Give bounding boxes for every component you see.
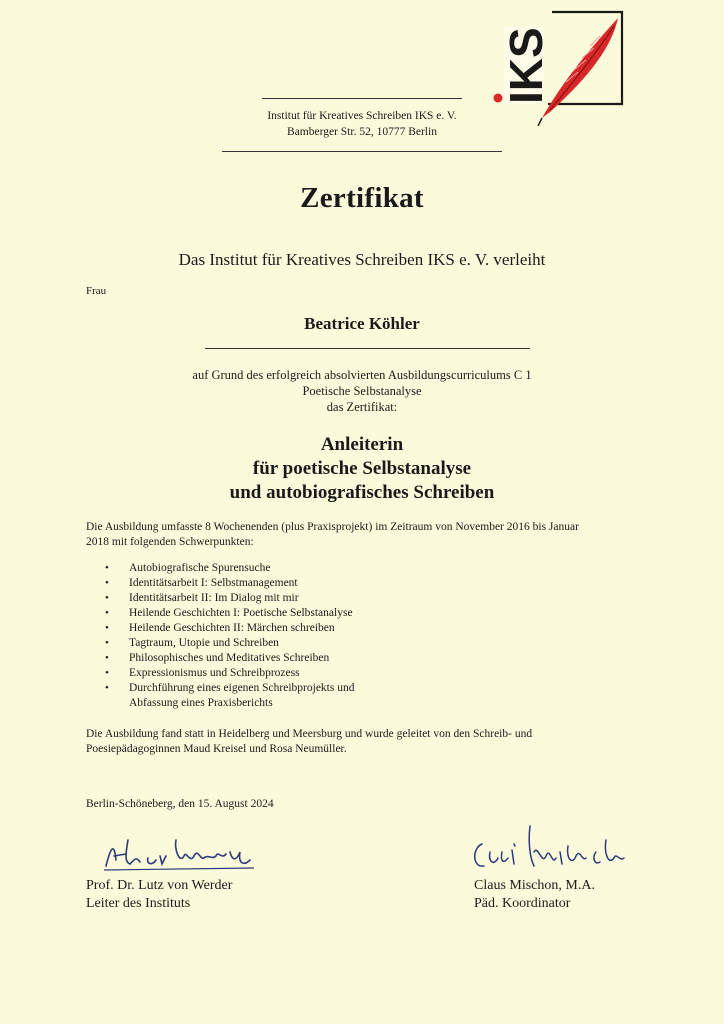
basis-line-3: das Zertifikat: — [326, 400, 398, 414]
list-item: • Tagtraum, Utopie und Schreiben — [102, 636, 354, 651]
logo-text: IKS — [500, 27, 552, 104]
list-item: • Durchführung eines eigenen Schreibprojekts und — [102, 681, 354, 696]
header-rule-top — [262, 98, 462, 99]
scope-line-2: 2018 mit folgenden Schwerpunkten: — [86, 536, 254, 548]
list-item: • Expressionismus und Schreibprozess — [102, 666, 354, 681]
recipient-name: Beatrice Köhler — [304, 314, 420, 333]
basis-line-2: Poetische Selbstanalyse — [302, 384, 422, 398]
location-line-2: Poesiepädagoginnen Maud Kreisel und Rosa Neumüller. — [86, 743, 347, 755]
signatory-left-name: Prof. Dr. Lutz von Werder — [86, 878, 233, 893]
scope-line-1: Die Ausbildung umfasste 8 Wochenenden (plus Praxisprojekt) im Zeitraum von November 2016 bis Januar — [86, 521, 579, 533]
awarding-line: Das Institut für Kreatives Schreiben IKS e. V. verleiht — [178, 250, 546, 269]
salutation: Frau — [86, 285, 107, 297]
signature-right — [468, 822, 668, 878]
signatory-right-name: Claus Mischon, M.A. — [474, 878, 595, 893]
place-date: Berlin-Schöneberg, den 15. August 2024 — [86, 798, 274, 810]
qualification-line-2: für poetische Selbstanalyse — [252, 458, 472, 479]
location-line-1: Die Ausbildung fand statt in Heidelberg und Meersburg und wurde geleitet von den Schreib- und — [86, 728, 533, 740]
institute-name: Institut für Kreatives Schreiben IKS e. V. — [267, 110, 457, 122]
list-item: • Philosophisches und Meditatives Schreiben — [102, 651, 354, 666]
recipient-rule — [205, 348, 530, 349]
signatory-right-role: Päd. Koordinator — [474, 896, 571, 911]
list-item: • Heilende Geschichten I: Poetische Selbstanalyse — [102, 606, 354, 621]
signatory-left-role: Leiter des Instituts — [86, 896, 191, 911]
signature-left — [100, 830, 260, 874]
basis-line-1: auf Grund des erfolgreich absolvierten Ausbildungscurriculums C 1 — [192, 368, 532, 382]
qualification-line-1: Anleiterin — [320, 434, 404, 455]
list-item-continuation: Abfassung eines Praxisberichts — [129, 697, 273, 709]
list-item: • Autobiografische Spurensuche — [102, 561, 354, 576]
list-item: • Identitätsarbeit I: Selbstmanagement — [102, 576, 354, 591]
header-rule-bottom — [222, 151, 502, 152]
topics-list — [102, 561, 354, 696]
page-title: Zertifikat — [300, 182, 424, 214]
list-item: • Identitätsarbeit II: Im Dialog mit mir — [102, 591, 354, 606]
institute-address: Bamberger Str. 52, 10777 Berlin — [287, 126, 437, 138]
qualification-line-3: und autobiografisches Schreiben — [229, 482, 495, 503]
list-item: • Heilende Geschichten II: Märchen schreiben — [102, 621, 354, 636]
